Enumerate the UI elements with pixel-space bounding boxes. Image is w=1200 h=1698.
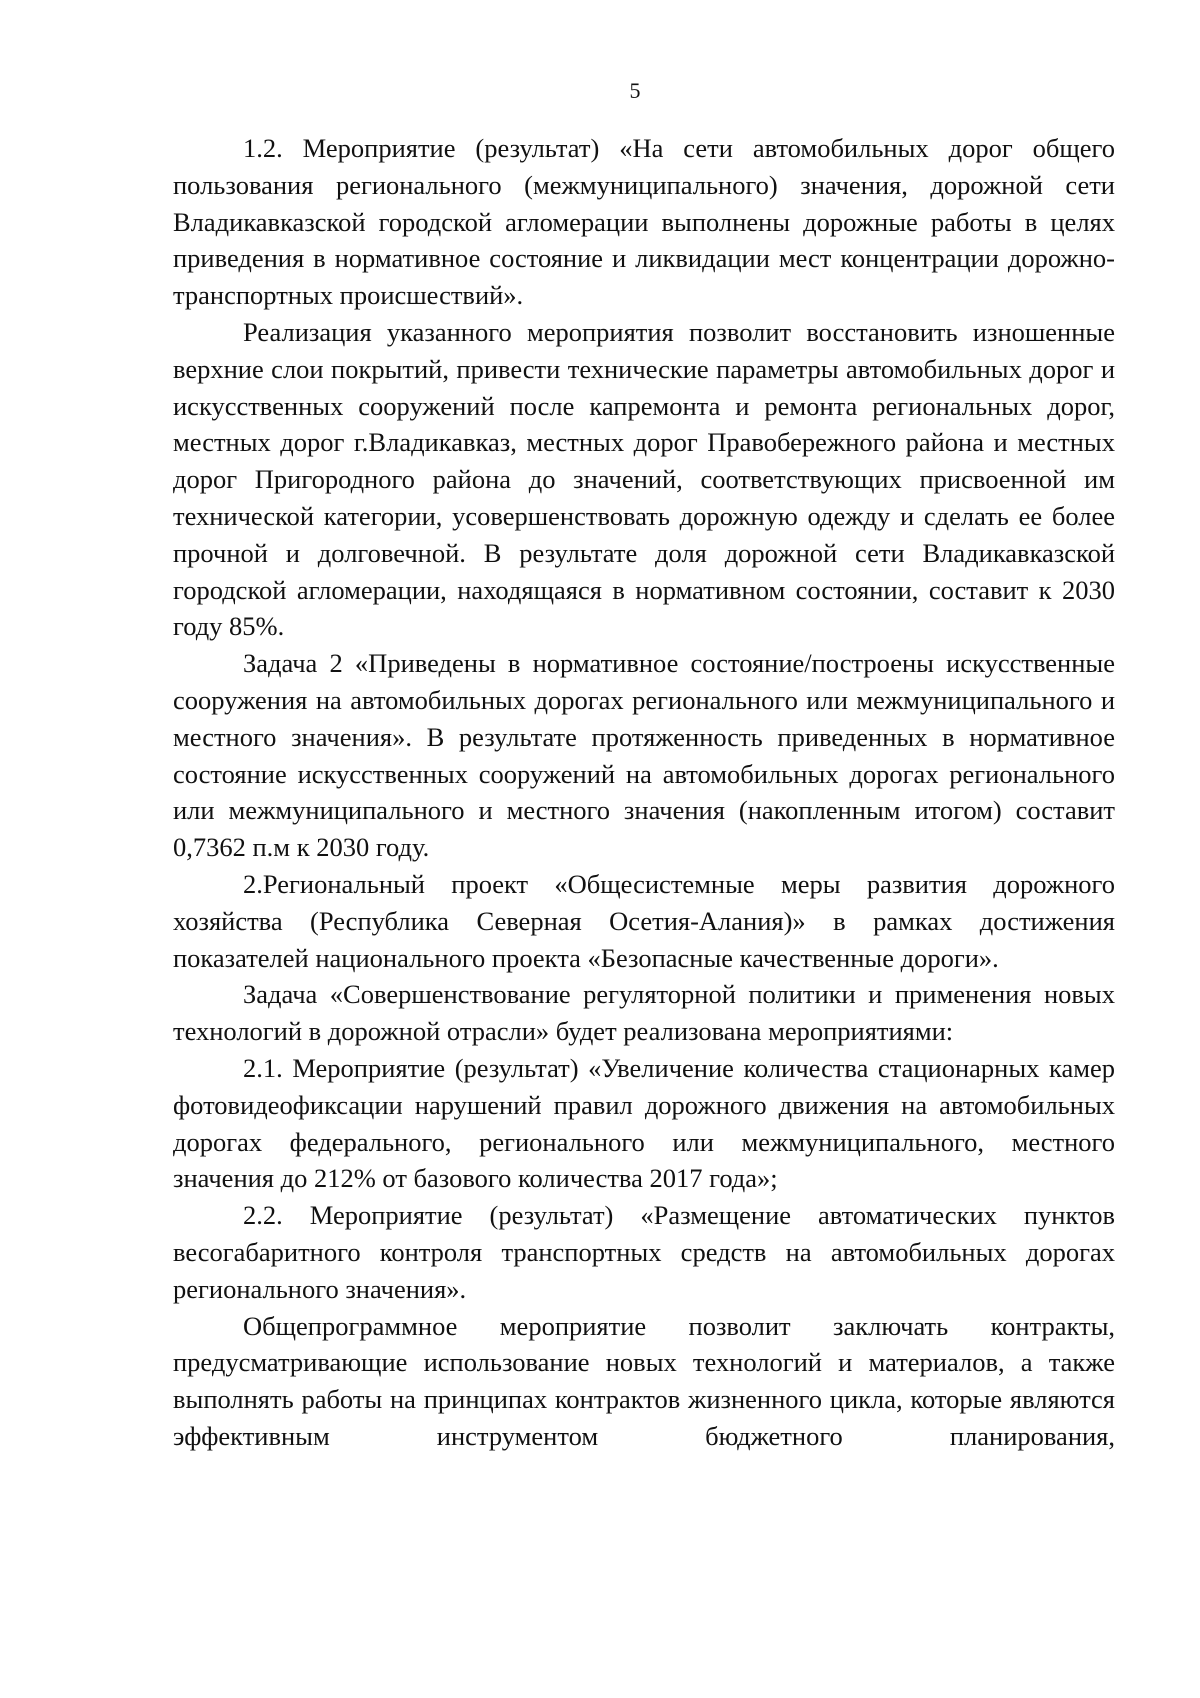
- paragraph-implementation: Реализация указанного мероприятия позволит восстановить изношенные верхние слои покрытий, привести технические параметры автомобильных дорог и искусственных сооружений после капремонта и ремонта региональных дорог, местных дорог г.Владикавказ, местных дорог Правобережного района и местных дорог Пригородного района до значений, соответствующих присвоенной им технической категории, усовершенствовать дорожную одежду и сделать ее более прочной и долговечной. В результате доля дорожной сети Владикавказской городской агломерации, находящаяся в нормативном состоянии, составит к 2030 году 85%.: [173, 316, 1115, 642]
- paragraph-event-1-2: 1.2. Мероприятие (результат) «На сети автомобильных дорог общего пользования регионального (межмуниципального) значения, дорожной сети Владикавказской городской агломерации выполнены дорожные работы в целях приведения в нормативное состояние и ликвидации мест концентрации дорожно-транспортных происшествий».: [173, 133, 1115, 311]
- body-text: [173, 130, 1115, 1455]
- paragraph-event-2-2: 2.2. Мероприятие (результат) «Размещение автоматических пунктов весогабаритного контроля транспортных средств на автомобильных дорогах регионального значения».: [173, 1200, 1115, 1304]
- paragraph-general-program: Общепрограммное мероприятие позволит заключать контракты, предусматривающие использование новых технологий и материалов, а также выполнять работы на принципах контрактов жизненного цикла, которые являются эффективным инструментом бюджетного планирования,: [173, 1310, 1115, 1451]
- paragraph-regional-project: 2.Региональный проект «Общесистемные меры развития дорожного хозяйства (Республика Северная Осетия-Алания)» в рамках достижения показателей национального проекта «Безопасные качественные дороги».: [173, 868, 1115, 973]
- paragraph-task-2: Задача 2 «Приведены в нормативное состояние/построены искусственные сооружения на автомобильных дорогах регионального или межмуниципального и местного значения». В результате протяженность приведенных в нормативное состояние искусственных сооружений на автомобильных дорогах регионального или межмуниципального и местного значения (накопленным итогом) составит 0,7362 п.м к 2030 году.: [173, 648, 1115, 863]
- page-number: 5: [629, 78, 641, 103]
- paragraph-task-regulatory: Задача «Совершенствование регуляторной политики и применения новых технологий в дорожной отрасли» будет реализована мероприятиями:: [173, 979, 1115, 1047]
- paragraph-event-2-1: 2.1. Мероприятие (результат) «Увеличение количества стационарных камер фотовидеофиксации нарушений правил дорожного движения на автомобильных дорогах федерального, регионального или межмуниципального, местного значения до 212% от базового количества 2017 года»;: [173, 1052, 1115, 1194]
